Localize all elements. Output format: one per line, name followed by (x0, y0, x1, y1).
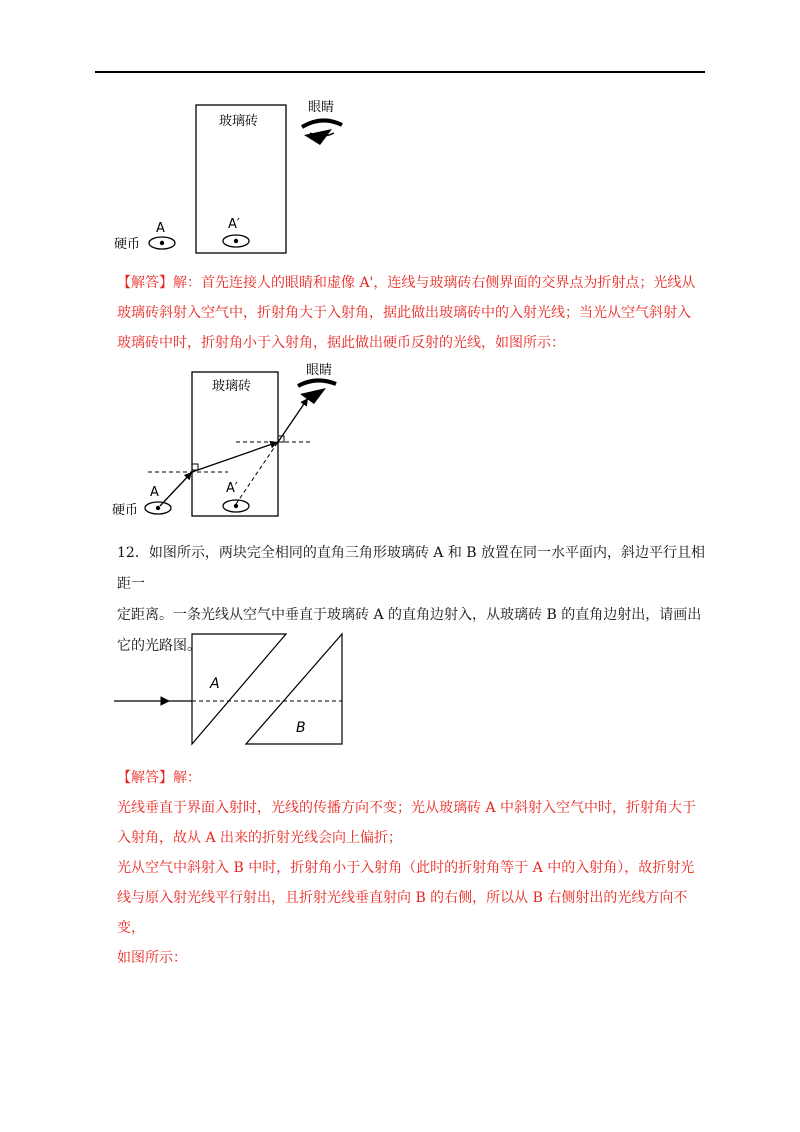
figure-coin-glass-question (110, 95, 370, 260)
virtual-ray (236, 442, 278, 504)
answer-2 (117, 763, 707, 973)
answer-2-line-3: 光从空气中斜射入 B 中时，折射角小于入射角（此时的折射角等于 A 中的入射角），故折射光 (117, 860, 695, 876)
eye-icon (298, 380, 336, 404)
refracted-ray (278, 398, 308, 442)
prism-a-label: A (210, 676, 220, 692)
prism-b-label: B (296, 720, 306, 736)
figure-coin-glass-answer (110, 360, 350, 520)
glass-label: 玻璃砖 (212, 379, 252, 394)
answer-2-line-1: 光线垂直于界面入射时，光线的传播方向不变；光从玻璃砖 A 中斜射入空气中时，折射角大于 (117, 800, 697, 816)
question-12-line-3: 它的光路图。 (117, 638, 201, 654)
prism-a (192, 634, 286, 744)
answer-2-line-5: 如图所示： (117, 950, 187, 966)
answer-2-line-4: 线与原入射光线平行射出，且折射光线垂直射向 B 的右侧，所以从 B 右侧射出的光线方向不变， (117, 890, 688, 936)
coin-label: 硬币 (112, 503, 139, 518)
eye-label: 眼睛 (308, 100, 335, 115)
prism-b (246, 634, 342, 744)
glass-label: 玻璃砖 (219, 114, 259, 129)
eye-label: 眼睛 (306, 363, 333, 378)
point-a-label: A (156, 221, 165, 236)
answer-1-line-2: 玻璃砖斜射入空气中，折射角大于入射角，据此做出玻璃砖中的入射光线；当光从空气斜射入 (117, 305, 691, 321)
ray-in-glass (192, 442, 278, 472)
eye-icon (302, 120, 342, 145)
incident-ray (160, 472, 192, 506)
answer-2-tag: 【解答】 (117, 770, 173, 786)
answer-1-line-3: 玻璃砖中时，折射角小于入射角，据此做出硬币反射的光线，如图所示： (117, 335, 565, 351)
question-12-line-1: 12．如图所示，两块完全相同的直角三角形玻璃砖 A 和 B 放置在同一水平面内，斜边平行且相距一 (117, 545, 706, 592)
question-12-line-2: 定距离。一条光线从空气中垂直于玻璃砖 A 的直角边射入，从玻璃砖 B 的直角边射出，请画出 (117, 607, 702, 623)
answer-2-tag-line: 【解答】解： (117, 770, 201, 786)
answer-1 (117, 268, 707, 358)
answer-2-line-2: 入射角，故从 A 出来的折射光线会向上偏折； (117, 830, 403, 846)
answer-1-tag: 【解答】 (117, 275, 173, 291)
answer-1-line-1: 【解答】解：首先连接人的眼睛和虚像 A'，连线与玻璃砖右侧界面的交界点为折射点；光线从 (117, 275, 696, 291)
coin-label: 硬币 (114, 237, 141, 252)
figure-two-prisms (110, 630, 350, 750)
point-a-prime-label: A′ (228, 217, 240, 232)
point-a-label: A (150, 485, 159, 500)
point-a-prime-label: A′ (226, 481, 238, 496)
header-rule (95, 71, 705, 73)
